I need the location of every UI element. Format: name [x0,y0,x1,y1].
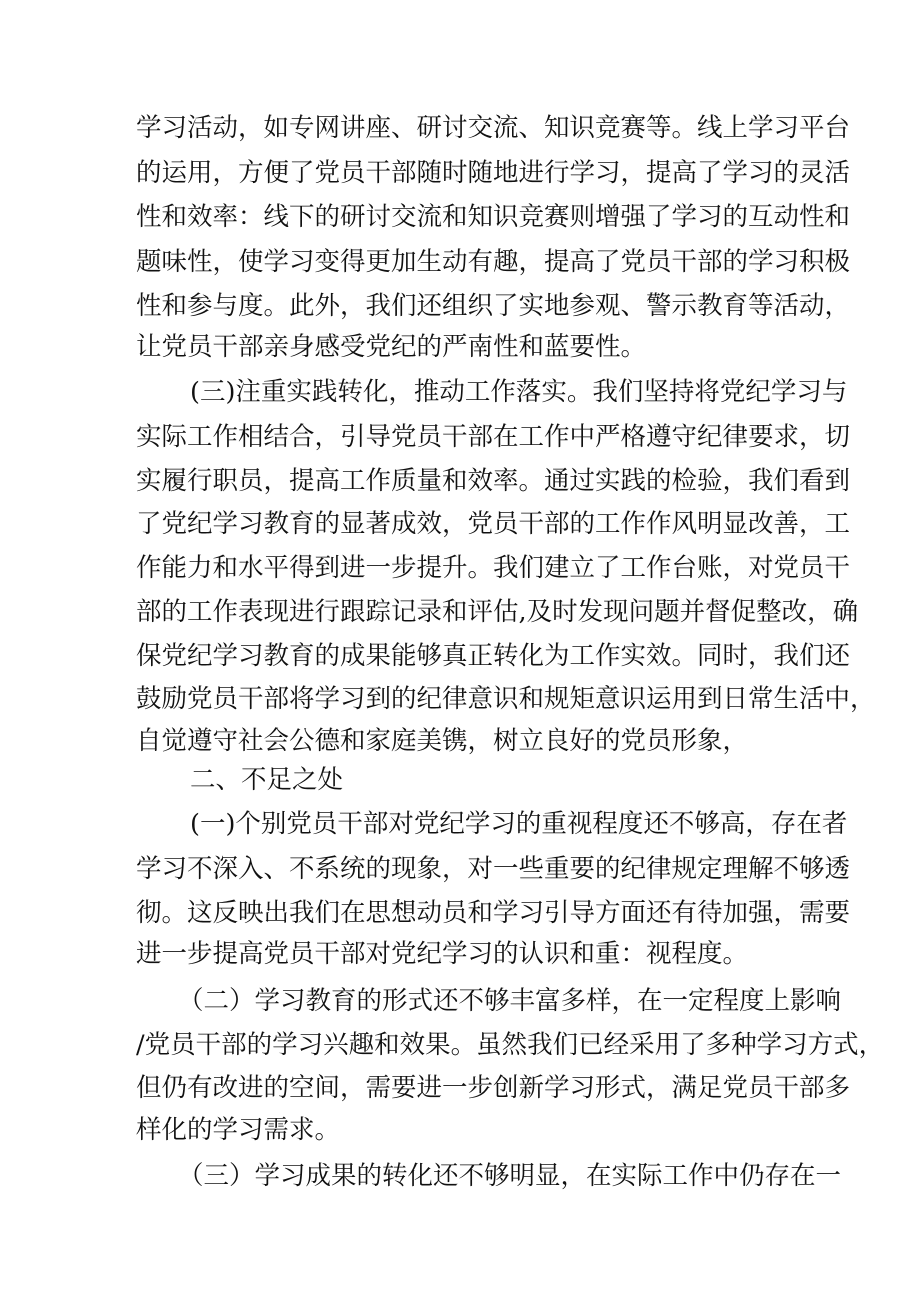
paragraph-line: 学习不深入、不系统的现象，对一些重要的纪律规定理解不够透 [136,854,851,884]
paragraph-line: 了党纪学习教育的显著成效，党员干部的工作作风明显改善，工 [136,509,851,539]
paragraph-line: (三)注重实践转化，推动工作落实。我们坚持将党纪学习与 [190,377,848,407]
paragraph-line: （二）学习教育的形式还不够丰富多样，在一定程度上影响 [178,986,842,1016]
paragraph-line: 保党纪学习教育的成果能够真正转化为工作实效。同时，我们还 [136,641,851,671]
paragraph-line: 实履行职员，提高工作质量和效率。通过实践的检验，我们看到 [136,466,851,496]
paragraph-line: 性和参与度。此外，我们还组织了实地参观、警示教育等活动， [136,291,851,321]
paragraph-line: 但仍有改进的空间，需要进一步创新学习形式，满足党员干部多 [136,1073,851,1103]
paragraph-line: 彻。这反映出我们在思想动员和学习引导方面还有待加强，需要 [136,898,851,928]
paragraph-line: 作能力和水平得到进一步提升。我们建立了工作台账，对党员干 [136,553,851,583]
paragraph-line: 样化的学习需求。 [136,1115,341,1145]
paragraph-line: /党员干部的学习兴趣和效果。虽然我们已经采用了多种学习方式， [136,1030,885,1060]
paragraph-line: （三）学习成果的转化还不够明显，在实际工作中仍存在一 [178,1161,842,1191]
paragraph-line: (一)个别党员干部对党纪学习的重视程度还不够高，存在者 [190,809,848,839]
paragraph-line: 进一步提高党员干部对党纪学习的认识和重：视程度。 [136,939,749,969]
paragraph-line: 性和效率：线下的研讨交流和知识竞赛则增强了学习的互动性和 [136,202,851,232]
paragraph-line: 鼓励党员干部将学习到的纪律意识和规矩意识运用到日常生活中， [136,684,876,714]
paragraph-line: 自觉遵守社会公德和家庭美镌，树立良好的党员形象， [136,726,749,756]
paragraph-line: 的运用，方便了党员干部随时随地进行学习，提高了学习的灵活 [136,158,851,188]
paragraph-line: 部的工作表现进行跟踪记录和评估,及时发现问题并督促整改，确 [136,597,859,627]
paragraph-line: 实际工作相结合，引导党员干部在工作中严格遵守纪律要求，切 [136,422,851,452]
paragraph-line: 学习活动，如专网讲座、研讨交流、知识竞赛等。线上学习平台 [136,113,851,143]
paragraph-line: 让党员干部亲身感受党纪的严南性和蓝要性。 [136,332,647,362]
section-heading: 二、不足之处 [190,765,344,795]
paragraph-line: 题味性，使学习变得更加生动有趣，提高了党员干部的学习积极 [136,247,851,277]
